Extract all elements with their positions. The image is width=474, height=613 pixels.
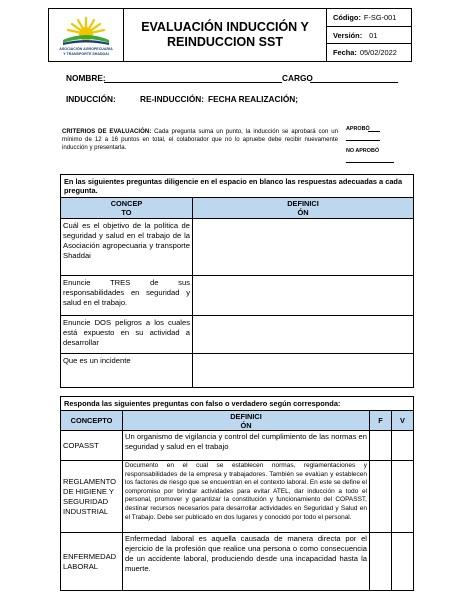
nombre-label: NOMBRE: [66, 73, 106, 83]
codigo-value: F-SG-001 [363, 12, 397, 22]
definicion-header-line2: ÓN [297, 208, 309, 217]
document-title [124, 9, 327, 61]
answer-1-field[interactable] [193, 219, 414, 276]
definicion-header-line1: DEFINICI [287, 199, 319, 208]
fecha-value: 05/02/2022 [359, 48, 397, 58]
concept-2: REGLAMENTO DE HIGIENE Y SEGURIDAD INDUSTRIAL [61, 461, 123, 533]
table-row [61, 533, 414, 591]
document-meta [327, 9, 411, 61]
criterios-text [62, 128, 338, 152]
section2-instruction-row [61, 397, 414, 411]
no-aprobo-field[interactable] [346, 162, 394, 163]
codigo-row [327, 9, 411, 26]
answer-3-field[interactable] [193, 316, 414, 354]
open-questions-table [60, 174, 414, 388]
section1-header-row [61, 198, 414, 219]
logo-caption-line2: Y TRANSPORTE SHADDAI [63, 51, 109, 56]
table-row [61, 219, 414, 276]
title-line1: EVALUACIÓN INDUCCIÓN Y [141, 20, 309, 34]
section1-instruction: En las siguientes preguntas diligencie en el espacio en blanco las respuestas adecuadas a cada pregunta. [61, 175, 414, 198]
row2-true-checkbox[interactable] [392, 461, 414, 533]
true-false-table [60, 396, 414, 591]
logo-caption [59, 47, 112, 55]
section1-concepto-header [61, 198, 193, 219]
definicion2-header-line2: ÓN [240, 420, 252, 430]
fecha-label: Fecha: [333, 48, 357, 58]
section2-concepto-header: CONCEPTO [61, 411, 123, 431]
sun-logo-icon [57, 16, 115, 46]
concept-3: ENFERMEDAD LABORAL [61, 533, 123, 591]
induccion-label: INDUCCIÓN: [66, 94, 116, 104]
definition-1: Un organismo de vigilancia y control del cumplimiento de las normas en seguridad y salud en el trabajo [123, 431, 370, 461]
question-4: Que es un incidente [61, 354, 193, 388]
definition-3: Enfermedad laboral es aquella causada de manera directa por el ejercicio de la profesión que realice una persona o como consecuencia de un accidente laboral, produciendo desde una incapacidad hasta la muerte. [123, 533, 370, 591]
aprobo-line [346, 140, 380, 141]
document-header [48, 8, 412, 62]
section1-definicion-header [193, 198, 414, 219]
version-label: Versión: [333, 30, 363, 40]
reinduccion-label: RE-INDUCCIÓN: [140, 94, 205, 104]
cargo-label: CARGO [282, 73, 313, 83]
section2-header-row [61, 411, 414, 431]
definition-2: Documento en el cual se establecen normas, reglamentaciones y responsabilidades de la empresa y trabajadores. También se evalúan y establecen los factores de riesgo que se encuentran en el contexto laboral. En este se define el compromiso por brindar actividades para evitar ATEL, dar inducción a todo el personal, promover y garantizar la constitución y funcionamiento del COPASST, destinar recursos necesarios para desarrollar actividades en Seguridad y Salud en el Trabajo. Debe ser publicado en dos lugares y conocido por todo el personal. [123, 461, 370, 533]
row3-false-checkbox[interactable] [370, 533, 392, 591]
nombre-field[interactable] [104, 82, 282, 83]
fecha-row [327, 43, 411, 61]
row1-true-checkbox[interactable] [392, 431, 414, 461]
table-row [61, 276, 414, 316]
codigo-label: Código: [333, 12, 361, 22]
aprobo-field[interactable] [368, 131, 380, 132]
question-1: Cuál es el objetivo de la política de seguridad y salud en el trabajo de la Asociación agropecuaria y transporte Shaddai [61, 219, 193, 276]
table-row [61, 316, 414, 354]
concept-1: COPASST [61, 431, 123, 461]
logo-caption-line1: ASOCIACIÓN AGROPECUARIA [59, 47, 113, 52]
cargo-field[interactable] [310, 82, 398, 83]
title-line2: REINDUCCION SST [167, 35, 283, 49]
definicion2-header-line1: DEFINICI [230, 411, 262, 421]
false-column-header: F [370, 411, 392, 431]
row2-false-checkbox[interactable] [370, 461, 392, 533]
logo [49, 9, 124, 61]
fecha-realizacion-label: FECHA REALIZACIÓN; [208, 94, 299, 104]
criterios-body: Cada pregunta suma un punto, la inducción se aprobará con un mínimo de 12 a 16 puntos en total, el colaborador que no lo apruebe debe recibir nuevamente inducción y presentarla. [62, 128, 338, 152]
row3-true-checkbox[interactable] [392, 533, 414, 591]
answer-4-field[interactable] [193, 354, 414, 388]
concepto-header-line1: CONCEP [110, 199, 143, 208]
question-2: Enuncie TRES de sus responsabilidades en seguridad y salud en el trabajo. [61, 276, 193, 316]
section2-instruction: Responda las siguientes preguntas con falso o verdadero según corresponda: [61, 397, 414, 411]
question-3: Enuncie DOS peligros a los cuales está expuesto en su actividad a desarrollar [61, 316, 193, 354]
true-column-header: V [392, 411, 414, 431]
table-row [61, 461, 414, 533]
version-row [327, 26, 411, 44]
section2-definicion-header [123, 411, 370, 431]
aprobo-label: APROBÓ [346, 126, 370, 132]
version-value: 01 [369, 30, 378, 40]
criterios-label: CRITERIOS DE EVALUACIÓN: [62, 128, 152, 135]
answer-2-field[interactable] [193, 276, 414, 316]
row1-false-checkbox[interactable] [370, 431, 392, 461]
no-aprobo-label: NO APROBÓ [346, 148, 380, 154]
table-row [61, 354, 414, 388]
section1-instruction-row [61, 175, 414, 198]
table-row [61, 431, 414, 461]
concepto-header-line2: TO [121, 208, 132, 217]
